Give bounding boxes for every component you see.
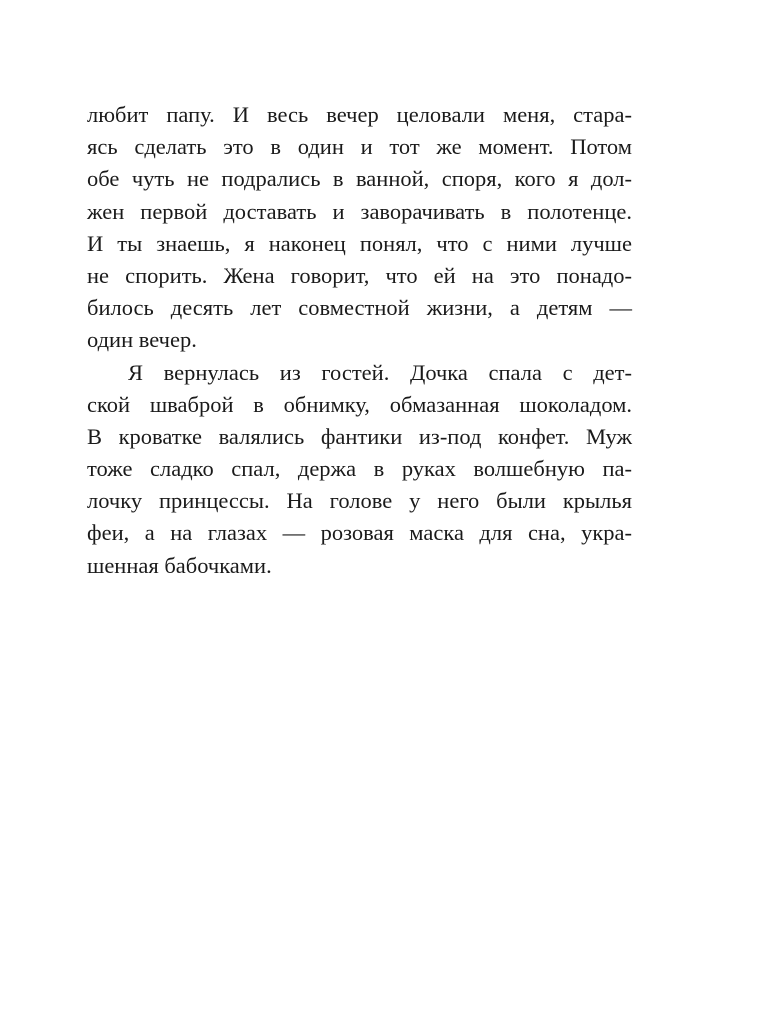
paragraph-2: [87, 357, 632, 582]
text-line: шенная бабочками.: [87, 552, 272, 578]
page-text: [87, 99, 632, 582]
text-line: Я вернулась из гостей. Дочка спала с дет-: [128, 359, 632, 385]
text-line: один вечер.: [87, 327, 197, 353]
text-line: жен первой доставать и заворачивать в полотенце.: [87, 198, 632, 224]
text-line: не спорить. Жена говорит, что ей на это понадо-: [87, 262, 632, 288]
text-line: ясь сделать это в один и тот же момент. Потом: [87, 134, 632, 160]
paragraph-1: [87, 99, 632, 357]
text-line: И ты знаешь, я наконец понял, что с ними лучше: [87, 230, 632, 256]
text-line: ской шваброй в обнимку, обмазанная шоколадом.: [87, 391, 632, 417]
text-line: феи, а на глазах — розовая маска для сна, укра-: [87, 520, 632, 546]
text-line: обе чуть не подрались в ванной, споря, кого я дол-: [87, 166, 632, 192]
text-line: тоже сладко спал, держа в руках волшебную па-: [87, 456, 632, 482]
text-line: лочку принцессы. На голове у него были крылья: [87, 488, 632, 514]
text-line: В кроватке валялись фантики из-под конфет. Муж: [87, 423, 632, 449]
text-line: любит папу. И весь вечер целовали меня, стара-: [87, 102, 632, 127]
text-line: билось десять лет совместной жизни, а детям —: [87, 295, 632, 321]
